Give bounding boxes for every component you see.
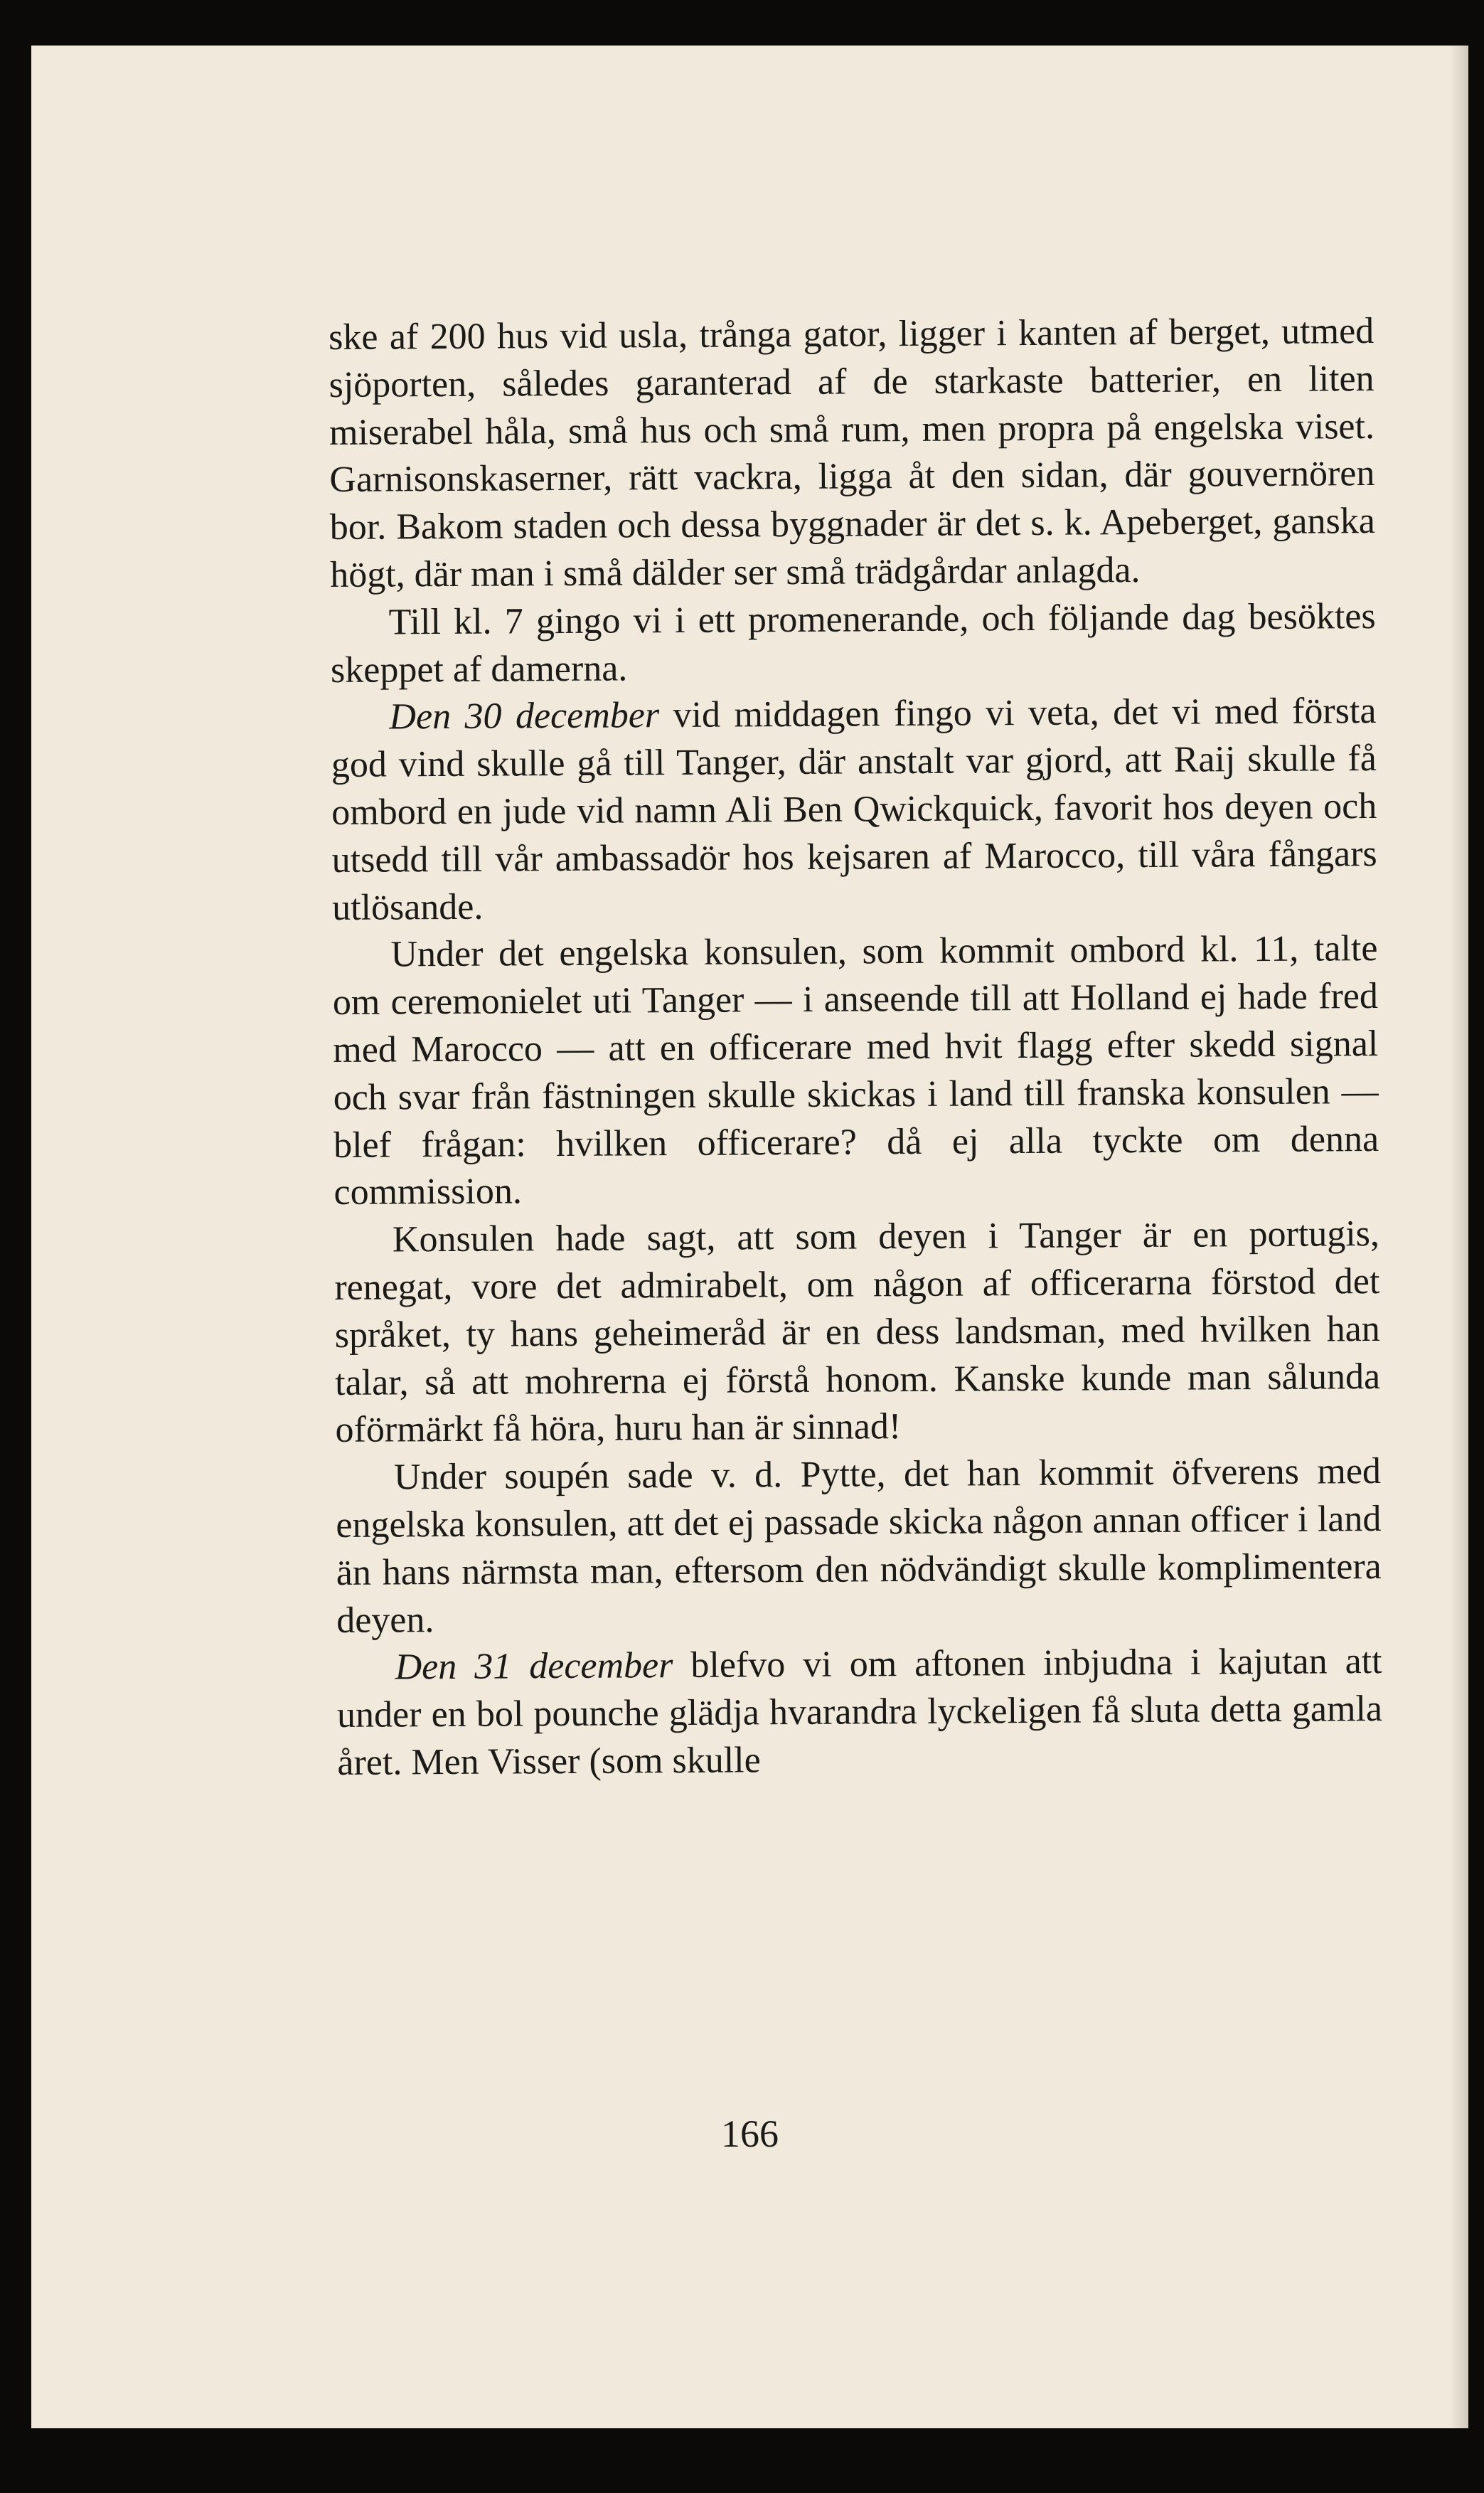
paragraph-6 bbox=[336, 1448, 1382, 1644]
paragraph-text: Under det engelska konsulen, som kommit ombord kl. 11, talte om ceremonielet uti Tanger — i anseende till att Holland ej hade fred med Marocco — att en officerare med hvit flagg efter skedd signal och svar från fästningen skulle skickas i land till franska konsulen — blef frågan: hvilken officerare? då ej alla tyckte om denna commission. bbox=[332, 928, 1379, 1213]
paragraph-5 bbox=[334, 1211, 1381, 1455]
page-number: 166 bbox=[721, 2112, 779, 2155]
paragraph-text: blefvo vi om aftonen inbjudna i kajutan att under en bol pounche glädja hvarandra lyckeligen få sluta detta gamla året. Men Visser (som skulle bbox=[336, 1641, 1383, 1783]
date-heading: Den 31 december bbox=[395, 1645, 673, 1688]
book-page bbox=[31, 46, 1468, 2428]
body-text bbox=[329, 308, 1383, 1787]
paragraph-2 bbox=[330, 593, 1376, 695]
paragraph-7 bbox=[336, 1638, 1382, 1787]
paragraph-4 bbox=[332, 925, 1379, 1217]
paragraph-text: ske af 200 hus vid usla, trånga gator, ligger i kanten af berget, utmed sjöporten, således garanterad af de starkaste batterier, en liten miserabel håla, små hus och små rum, men propra på engelska viset. Garnisonskaserner, rätt vackra, ligga åt den sidan, där gouvernören bor. Bakom staden och dessa byggnader är det s. k. Apeberget, ganska högt, där man i små dälder ser små trädgårdar anlagda. bbox=[329, 311, 1375, 595]
paragraph-text: Till kl. 7 gingo vi i ett promenerande, och följande dag besöktes skeppet af damerna. bbox=[330, 595, 1376, 691]
paragraph-text: vid middagen fingo vi veta, det vi med första god vind skulle gå till Tanger, där anstalt var gjord, att Raij skulle få ombord en jude vid namn Ali Ben Qwickquick, favorit hos deyen och utsedd till vår ambassadör hos kejsaren af Marocco, till våra fångars utlösande. bbox=[331, 691, 1377, 928]
paragraph-3 bbox=[331, 688, 1377, 932]
paragraph-text: Under soupén sade v. d. Pytte, det han kommit öfverens med engelska konsulen, att det ej passade skicka någon annan officer i land än hans närmsta man, eftersom den nödvändigt skulle komplimentera deyen. bbox=[336, 1451, 1382, 1641]
date-heading: Den 30 december bbox=[389, 695, 660, 738]
page-edge-shadow bbox=[1450, 46, 1468, 2428]
paragraph-1 bbox=[329, 308, 1375, 600]
paragraph-text: Konsulen hade sagt, att som deyen i Tanger är en portugis, renegat, vore det admirabelt, om någon af officerarna förstod det språket, ty hans geheimeråd är en dess landsman, med hvilken han talar, så att mohrerna ej förstå honom. Kanske kunde man sålunda oförmärkt få höra, huru han är sinnad! bbox=[334, 1213, 1381, 1451]
